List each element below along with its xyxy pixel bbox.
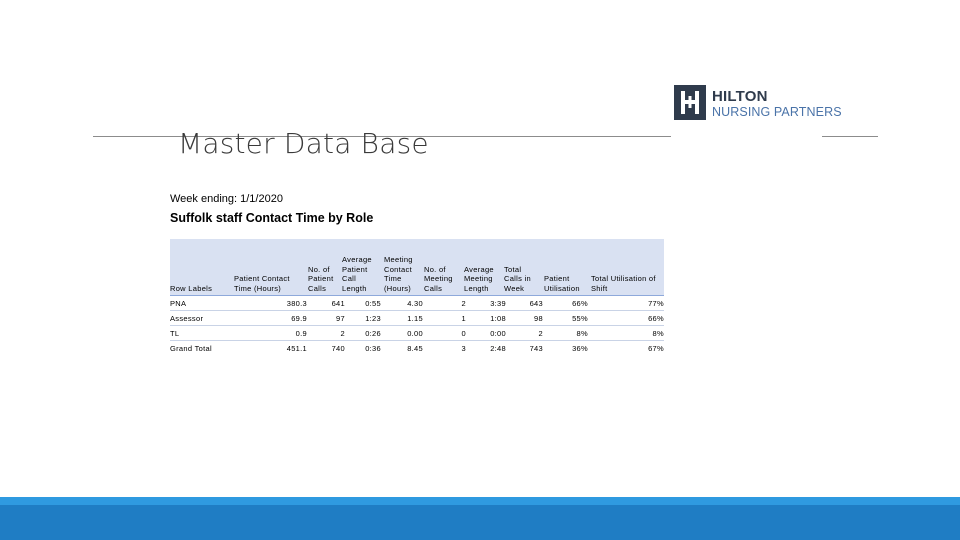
column-header bbox=[424, 265, 453, 294]
hilton-logo-mark-icon bbox=[674, 85, 706, 120]
table-cell: 743 bbox=[529, 344, 543, 353]
table-cell: 1:23 bbox=[365, 314, 381, 323]
column-header-line: Meeting bbox=[384, 255, 413, 264]
table-cell: 2:48 bbox=[490, 344, 506, 353]
column-header-line: Total bbox=[504, 264, 522, 274]
table-cell: 0:55 bbox=[365, 299, 381, 308]
title-rule-right bbox=[822, 136, 878, 137]
table-cell: 8.45 bbox=[407, 344, 423, 353]
column-header-line: Average bbox=[464, 264, 494, 274]
row-label: PNA bbox=[170, 299, 187, 308]
column-header bbox=[308, 265, 333, 294]
table-cell: 0.9 bbox=[295, 329, 307, 338]
column-header bbox=[544, 274, 580, 293]
hilton-logo bbox=[674, 85, 842, 123]
table-cell: 451.1 bbox=[286, 344, 307, 353]
column-header-line: Patient bbox=[544, 274, 570, 283]
slide-title: Master Data Base bbox=[178, 127, 429, 160]
column-header bbox=[234, 274, 290, 293]
row-label: TL bbox=[170, 329, 180, 338]
column-header-line: Patient Contact bbox=[234, 274, 290, 283]
table-cell: 66% bbox=[648, 314, 664, 323]
table-cell: 3:39 bbox=[490, 299, 506, 308]
column-header-line: Call bbox=[342, 274, 357, 283]
table-cell: 0:00 bbox=[490, 329, 506, 338]
table-cell: 0 bbox=[461, 329, 466, 338]
table-cell: 66% bbox=[572, 299, 588, 308]
table-cell: 3 bbox=[461, 344, 466, 353]
table-cell: 0:26 bbox=[365, 329, 381, 338]
table-cell: 643 bbox=[529, 299, 543, 308]
table-cell: 4.30 bbox=[407, 299, 423, 308]
grand-total-row bbox=[170, 341, 664, 355]
table-cell: 36% bbox=[572, 344, 588, 353]
table-body bbox=[170, 296, 664, 355]
row-label: Grand Total bbox=[170, 344, 212, 353]
footer-bar bbox=[0, 497, 960, 540]
column-header-line: Total Utilisation of bbox=[591, 274, 656, 283]
logo-subtitle: NURSING PARTNERS bbox=[712, 105, 842, 119]
table-title: Suffolk staff Contact Time by Role bbox=[170, 211, 374, 225]
column-header-line: Time (Hours) bbox=[234, 283, 282, 293]
column-header bbox=[384, 255, 413, 293]
table-cell: 0:36 bbox=[365, 344, 381, 353]
table-cell: 641 bbox=[331, 299, 345, 308]
column-header bbox=[342, 255, 372, 293]
week-ending: Week ending: 1/1/2020 bbox=[170, 193, 283, 205]
column-header-line: Patient bbox=[308, 274, 334, 283]
column-header-line: Average bbox=[342, 255, 372, 264]
column-header-line: Time bbox=[384, 274, 402, 283]
table-cell: 1.15 bbox=[407, 314, 423, 323]
column-header bbox=[464, 265, 494, 294]
column-header-line: Meeting bbox=[424, 274, 453, 283]
column-header bbox=[170, 284, 212, 294]
table-cell: 55% bbox=[572, 314, 588, 323]
column-header-line: Calls in bbox=[504, 274, 531, 283]
table-row bbox=[170, 296, 664, 311]
table-cell: 2 bbox=[340, 329, 345, 338]
column-header-line: No. of bbox=[424, 264, 446, 274]
column-header-line: Utilisation bbox=[544, 283, 580, 293]
column-header bbox=[591, 274, 656, 293]
table-cell: 69.9 bbox=[291, 314, 307, 323]
column-header-line: (Hours) bbox=[384, 283, 412, 293]
table-cell: 1:08 bbox=[490, 314, 506, 323]
table-cell: 8% bbox=[576, 329, 588, 338]
column-header-line: Calls bbox=[308, 283, 327, 293]
column-header bbox=[504, 265, 531, 294]
contact-time-table bbox=[170, 239, 664, 355]
row-label: Assessor bbox=[170, 314, 204, 323]
table-cell: 1 bbox=[461, 314, 466, 323]
table-row bbox=[170, 311, 664, 326]
table-cell: 98 bbox=[534, 314, 543, 323]
column-header-line: Length bbox=[342, 283, 367, 293]
column-header-line: Shift bbox=[591, 283, 608, 293]
table-cell: 77% bbox=[648, 299, 664, 308]
table-cell: 2 bbox=[461, 299, 466, 308]
table-cell: 740 bbox=[331, 344, 345, 353]
table-cell: 0.00 bbox=[407, 329, 423, 338]
table-cell: 8% bbox=[652, 329, 664, 338]
column-header-line: Length bbox=[464, 283, 489, 293]
column-header-line: Patient bbox=[342, 264, 368, 274]
column-header-line: Meeting bbox=[464, 274, 493, 283]
table-cell: 67% bbox=[648, 344, 664, 353]
column-header-line: Row Labels bbox=[170, 283, 213, 293]
column-header-line: Week bbox=[504, 283, 525, 293]
logo-name: HILTON bbox=[712, 88, 768, 105]
table-header bbox=[170, 239, 664, 296]
table-cell: 2 bbox=[538, 329, 543, 338]
table-cell: 380.3 bbox=[286, 299, 307, 308]
table-cell: 97 bbox=[336, 314, 345, 323]
footer-bar-strip bbox=[0, 497, 960, 505]
column-header-line: Contact bbox=[384, 264, 412, 274]
table-row bbox=[170, 326, 664, 341]
column-header-line: Calls bbox=[424, 283, 443, 293]
column-header-line: No. of bbox=[308, 264, 330, 274]
